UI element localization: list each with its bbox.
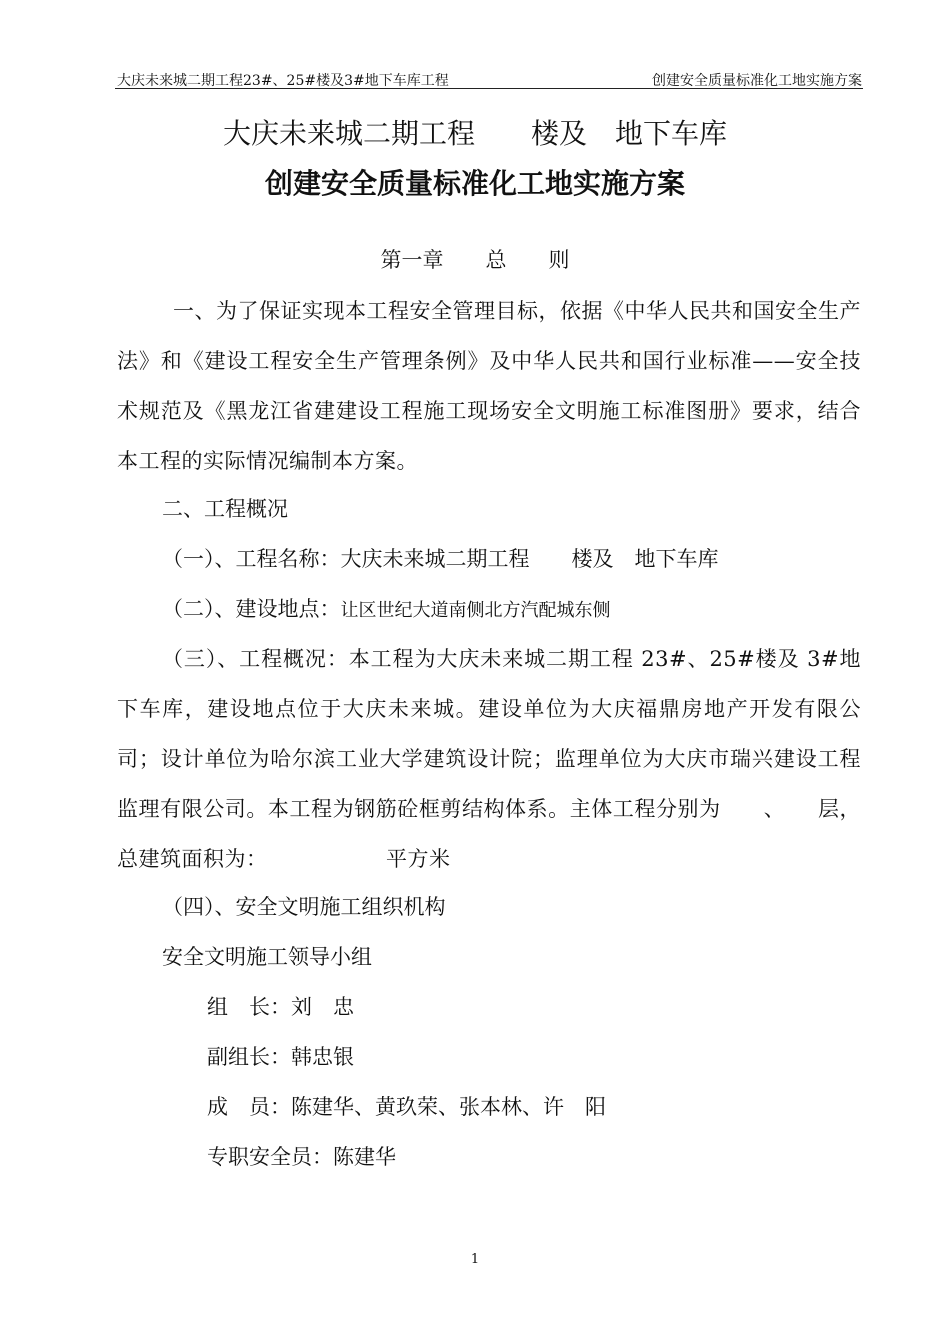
member-list: 成 员：陈建华、黄玖荣、张本林、许 阳 — [207, 1095, 606, 1119]
page-number: 1 — [470, 1252, 480, 1267]
section2-heading: 二、工程概况 — [162, 497, 288, 521]
member-safety-officer: 专职安全员：陈建华 — [207, 1145, 396, 1169]
section1-paragraph: 一、为了保证实现本工程安全管理目标，依据《中华人民共和国安全生产法》和《建设工程安全生产管理条例》及中华人民共和国行业标准——安全技术规范及《黑龙江省建建设工程施工现场安全文明施工标准图册》要求，结合本工程的实际情况编制本方案。 — [117, 299, 861, 473]
running-header-left: 大庆未来城二期工程23#、25#楼及3#地下车库工程 — [117, 73, 449, 89]
chapter-heading: 第一章 总 则 — [380, 248, 570, 272]
location-value: 让区世纪大道南侧北方汽配城东侧 — [340, 600, 611, 621]
leadership-group-title: 安全文明施工领导小组 — [162, 945, 372, 969]
member-deputy: 副组长：韩忠银 — [207, 1045, 354, 1069]
document-title-line2: 创建安全质量标准化工地实施方案 — [264, 167, 685, 200]
document-title-line1: 大庆未来城二期工程 楼及 地下车库 — [222, 117, 727, 150]
member-leader: 组 长：刘 忠 — [207, 995, 354, 1019]
header-divider — [115, 88, 863, 89]
location-label: （二）、建设地点： — [162, 597, 341, 621]
location-item — [162, 584, 611, 636]
running-header-right: 创建安全质量标准化工地实施方案 — [652, 73, 862, 89]
organization-item: （四）、安全文明施工组织机构 — [162, 895, 446, 919]
overview-paragraph: （三）、工程概况：本工程为大庆未来城二期工程 23#、25#楼及 3#地下车库，建设地点位于大庆未来城。建设单位为大庆福鼎房地产开发有限公司；设计单位为哈尔滨工业大学建筑设计院；监理单位为大庆市瑞兴建设工程监理有限公司。本工程为钢筋砼框剪结构体系。主体工程分别为 、 层，总建筑面积为： 平方米 — [117, 647, 861, 871]
project-name-item: （一）、工程名称：大庆未来城二期工程 楼及 地下车库 — [162, 547, 719, 571]
